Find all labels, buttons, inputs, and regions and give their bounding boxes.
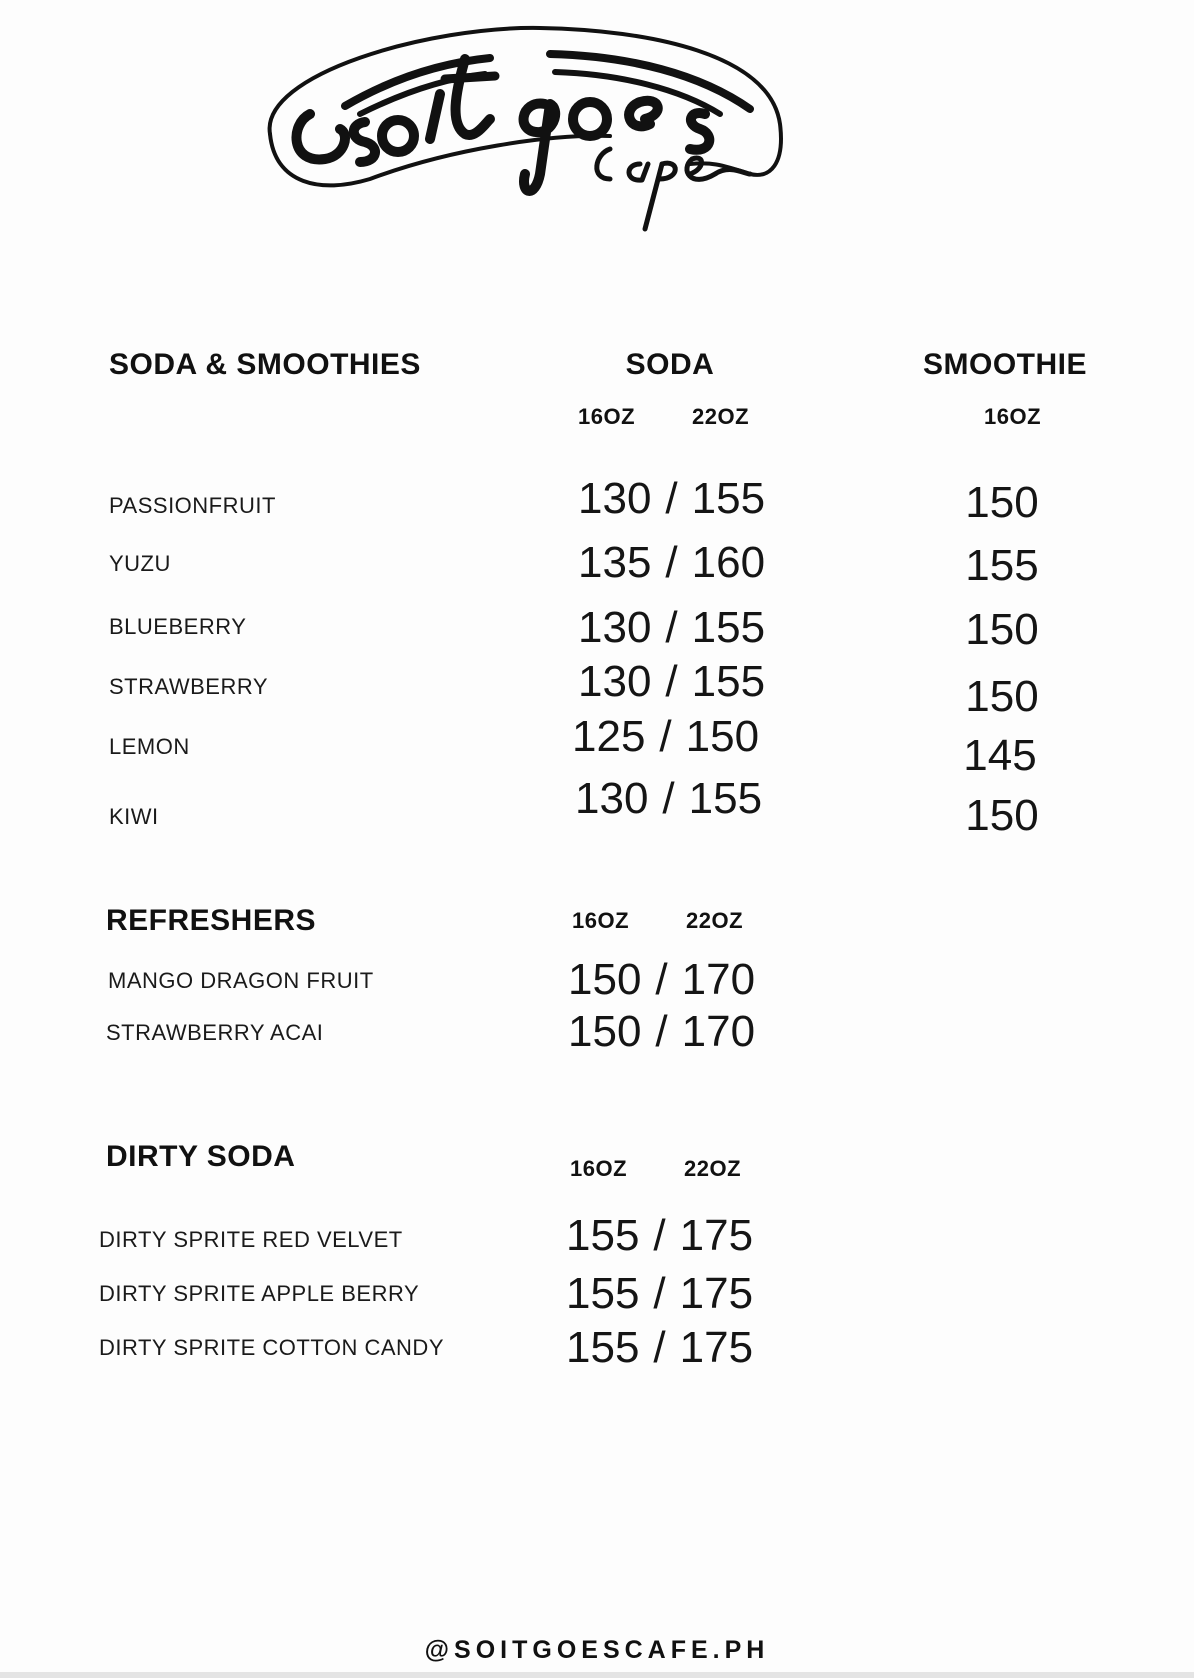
menu-item-name: KIWI [109,804,159,829]
smoothie-price: 150 [965,478,1039,527]
soda-price: 130 / 155 [578,474,766,523]
size-label-16oz: 16OZ [570,1156,628,1181]
size-label-22oz: 22OZ [684,1156,742,1181]
social-handle: @SOITGOESCAFE.PH [424,1636,770,1664]
dirty-soda-price: 155 / 175 [566,1211,754,1260]
menu-item-name: DIRTY SPRITE COTTON CANDY [99,1335,444,1360]
size-label-22oz: 22OZ [686,908,744,933]
dirty-soda-price: 155 / 175 [566,1323,754,1372]
smoothie-column-header: SMOOTHIE [922,348,1087,381]
menu-item-name: LEMON [109,734,190,759]
menu-item-name: BLUEBERRY [109,614,247,639]
smoothie-price: 150 [965,672,1039,721]
soda-column-header: SODA [625,348,715,381]
soda-price: 130 / 155 [578,603,766,652]
smoothie-price: 145 [963,731,1037,780]
soda-price: 130 / 155 [575,774,763,823]
section-title: SODA & SMOOTHIES [109,348,421,381]
menu-item-name: STRAWBERRY [109,674,269,699]
menu-item-name: YUZU [109,551,171,576]
smoothie-price: 150 [965,791,1039,840]
size-label-22oz: 22OZ [692,404,750,429]
section-title: DIRTY SODA [106,1140,296,1173]
smoothie-size-label-16oz: 16OZ [984,404,1042,429]
soda-price: 125 / 150 [572,712,760,761]
smoothie-price: 150 [965,605,1039,654]
refresher-price: 150 / 170 [568,955,756,1004]
menu-item-name: PASSIONFRUIT [109,493,276,518]
soda-price: 135 / 160 [578,538,766,587]
menu-item-name: DIRTY SPRITE RED VELVET [99,1227,403,1252]
menu-item-name: STRAWBERRY ACAI [106,1020,324,1045]
size-label-16oz: 16OZ [572,908,630,933]
size-label-16oz: 16OZ [578,404,636,429]
menu-item-name: DIRTY SPRITE APPLE BERRY [99,1281,420,1306]
menu-item-name: MANGO DRAGON FRUIT [108,968,374,993]
soda-price: 130 / 155 [578,657,766,706]
section-title: REFRESHERS [106,904,317,937]
dirty-soda-price: 155 / 175 [566,1269,754,1318]
cafe-logo-icon [250,14,800,244]
smoothie-price: 155 [965,541,1039,590]
bottom-border [0,1672,1194,1678]
refresher-price: 150 / 170 [568,1007,756,1056]
